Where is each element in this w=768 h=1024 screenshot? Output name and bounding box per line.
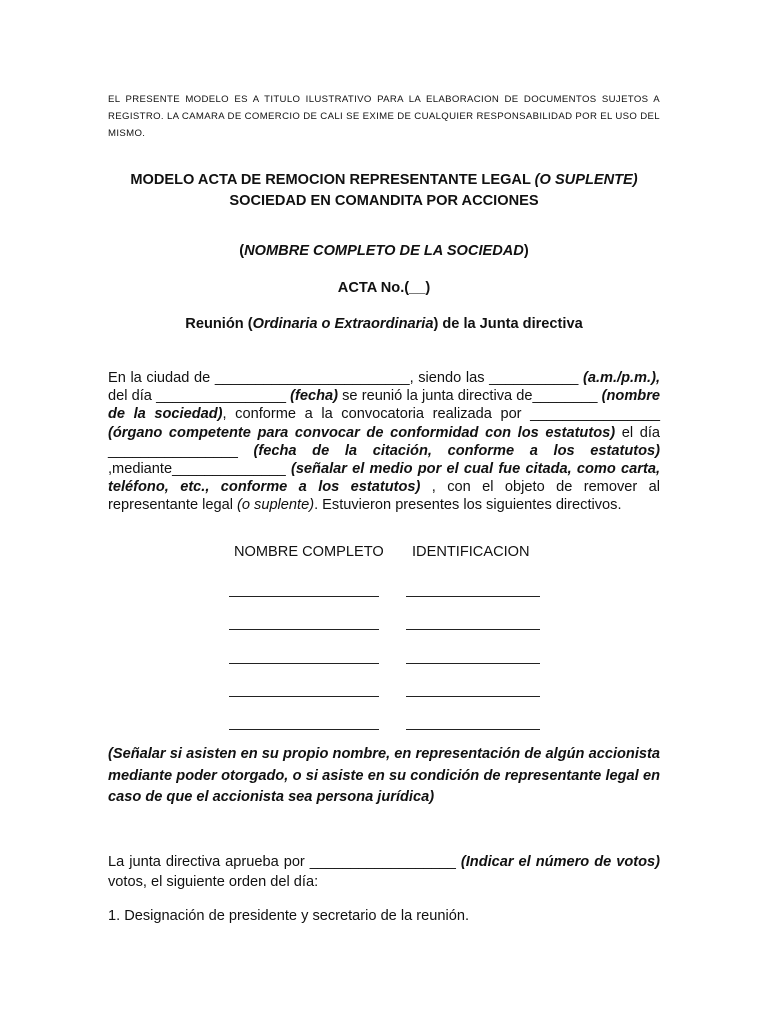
document-title [0,172,768,188]
id-blank-line [406,663,540,664]
id-blank-line [406,696,540,697]
column-header-name: NOMBRE COMPLETO [234,544,384,560]
attendance-note: (Señalar si asisten en su propio nombre, en representación de algún accionista mediante poder otorgado, o si asiste en su condición de representante legal en caso de que el accionista sea persona jurídica) [108,746,660,805]
name-blank-line [229,663,379,664]
company-name: NOMBRE COMPLETO DE LA SOCIEDAD [244,243,524,259]
company-name-placeholder: (NOMBRE COMPLETO DE LA SOCIEDAD) [239,243,529,259]
column-header-id: IDENTIFICACION [412,544,530,560]
meeting-type: Reunión (Ordinaria o Extraordinaria) de la Junta directiva [185,316,583,332]
agenda-approval-paragraph: La junta directiva aprueba por __________________ (Indicar el número de votos) votos, el siguiente orden del día: [108,854,660,890]
name-blank-line [229,629,379,630]
title-line1: MODELO ACTA DE REMOCION REPRESENTANTE LEGAL [130,172,535,188]
name-blank-line [229,696,379,697]
name-blank-line [229,596,379,597]
id-blank-line [406,629,540,630]
title-line1-italic: (O SUPLENTE) [534,172,638,188]
document-subtitle: SOCIEDAD EN COMANDITA POR ACCIONES [229,193,539,209]
disclaimer: EL PRESENTE MODELO ES A TITULO ILUSTRATIVO PARA LA ELABORACION DE DOCUMENTOS SUJETOS A REGISTRO. LA CAMARA DE COMERCIO DE CALI SE EXIME DE CUALQUIER RESPONSABILIDAD POR EL USO DEL MISMO. [108,94,660,139]
opening-paragraph: En la ciudad de ________________________, siendo las ___________ (a.m./p.m.), del día ________________ (fecha) se reunió la junta directiva de________ (nombre de la sociedad), conforme a la convocatoria realizada por ________________ (órgano competente para convocar de conformidad con los estatutos) el día ________________ (fecha de la citación, conforme a los estatutos) ,mediante______________ (señalar el medio por el cual fue citada, como carta, teléfono, etc., conforme a los estatutos) , con el objeto de remover al representante legal (o suplente). Estuvieron presentes los siguientes directivos. [108,370,661,514]
name-blank-line [229,729,379,730]
agenda-item-1: 1. Designación de presidente y secretario de la reunión. [108,908,470,924]
acta-number: ACTA No.(__) [337,280,431,296]
id-blank-line [406,596,540,597]
id-blank-line [406,729,540,730]
